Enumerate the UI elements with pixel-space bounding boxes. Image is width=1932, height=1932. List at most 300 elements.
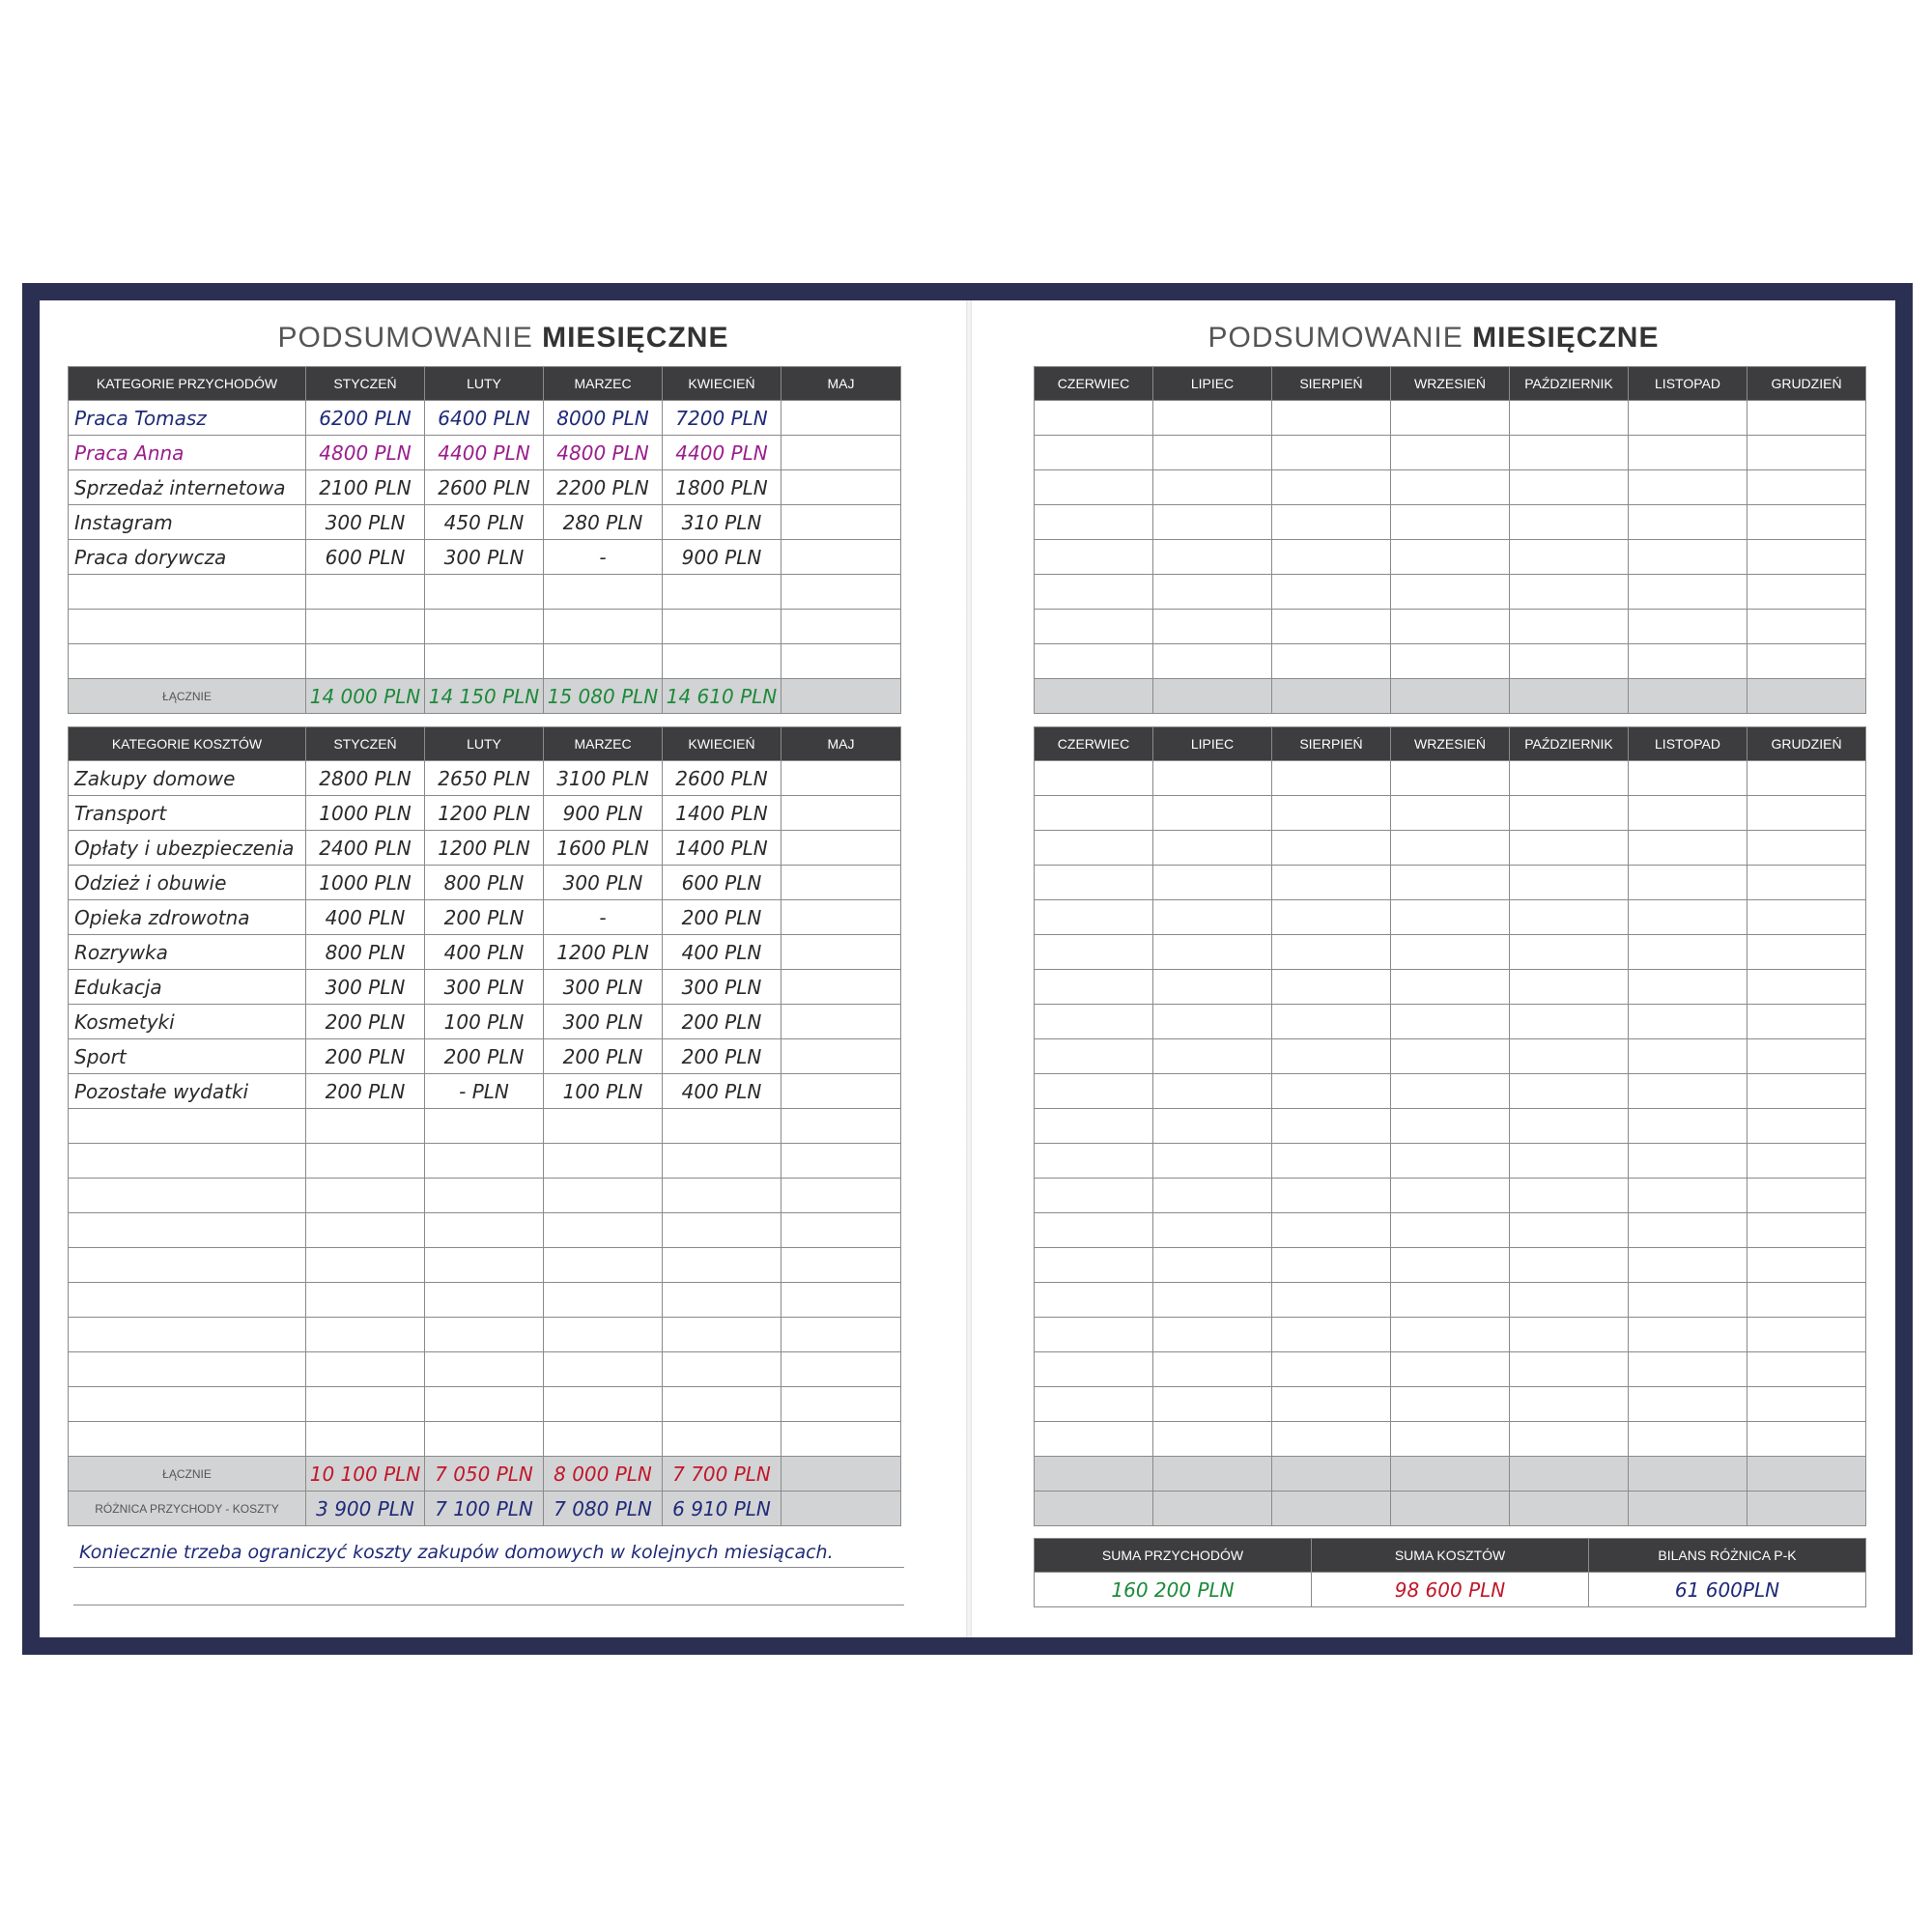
value-cell[interactable] xyxy=(425,1318,544,1352)
empty-cell[interactable] xyxy=(1629,1039,1747,1074)
value-cell[interactable]: 1000 PLN xyxy=(306,866,425,900)
value-cell[interactable]: 8000 PLN xyxy=(544,401,663,436)
empty-cell[interactable] xyxy=(1747,575,1866,610)
empty-total-cell[interactable] xyxy=(1629,679,1747,714)
total-value[interactable]: 14 610 PLN xyxy=(663,679,781,714)
empty-cell[interactable] xyxy=(1391,1352,1510,1387)
empty-cell[interactable] xyxy=(1629,1387,1747,1422)
empty-cell[interactable] xyxy=(1510,1109,1629,1144)
empty-cell[interactable] xyxy=(1035,935,1153,970)
empty-cell[interactable] xyxy=(1747,1283,1866,1318)
value-cell[interactable] xyxy=(781,796,901,831)
empty-cell[interactable] xyxy=(1510,970,1629,1005)
empty-cell[interactable] xyxy=(1035,761,1153,796)
value-cell[interactable] xyxy=(781,610,901,644)
empty-cell[interactable] xyxy=(1153,1387,1272,1422)
value-cell[interactable]: 300 PLN xyxy=(544,970,663,1005)
value-cell[interactable] xyxy=(781,831,901,866)
empty-cell[interactable] xyxy=(1272,610,1391,644)
value-cell[interactable]: 100 PLN xyxy=(425,1005,544,1039)
empty-cell[interactable] xyxy=(1391,831,1510,866)
empty-cell[interactable] xyxy=(1510,1005,1629,1039)
value-cell[interactable]: 800 PLN xyxy=(425,866,544,900)
empty-cell[interactable] xyxy=(1510,1074,1629,1109)
empty-total-cell[interactable] xyxy=(1510,1457,1629,1492)
value-cell[interactable] xyxy=(781,401,901,436)
value-cell[interactable]: 1200 PLN xyxy=(425,796,544,831)
empty-cell[interactable] xyxy=(1747,610,1866,644)
value-cell[interactable] xyxy=(663,610,781,644)
empty-cell[interactable] xyxy=(1510,761,1629,796)
value-cell[interactable] xyxy=(306,1213,425,1248)
difference-value[interactable] xyxy=(781,1492,901,1526)
value-cell[interactable] xyxy=(663,1422,781,1457)
empty-cell[interactable] xyxy=(1510,575,1629,610)
value-cell[interactable] xyxy=(781,1109,901,1144)
empty-cell[interactable] xyxy=(1391,1387,1510,1422)
empty-cell[interactable] xyxy=(1391,505,1510,540)
empty-total-cell[interactable] xyxy=(1272,1457,1391,1492)
empty-cell[interactable] xyxy=(1035,1318,1153,1352)
empty-cell[interactable] xyxy=(1747,644,1866,679)
empty-total-cell[interactable] xyxy=(1510,1492,1629,1526)
value-cell[interactable] xyxy=(663,1144,781,1179)
category-cell[interactable]: Sport xyxy=(69,1039,306,1074)
empty-cell[interactable] xyxy=(1510,540,1629,575)
category-cell[interactable]: Kosmetyki xyxy=(69,1005,306,1039)
value-cell[interactable] xyxy=(544,1144,663,1179)
value-cell[interactable] xyxy=(781,1074,901,1109)
empty-cell[interactable] xyxy=(1391,470,1510,505)
empty-cell[interactable] xyxy=(1629,470,1747,505)
value-cell[interactable]: 450 PLN xyxy=(425,505,544,540)
value-cell[interactable]: 300 PLN xyxy=(306,505,425,540)
empty-cell[interactable] xyxy=(1153,935,1272,970)
value-cell[interactable]: 100 PLN xyxy=(544,1074,663,1109)
empty-cell[interactable] xyxy=(1035,505,1153,540)
value-cell[interactable]: 2800 PLN xyxy=(306,761,425,796)
empty-cell[interactable] xyxy=(1035,831,1153,866)
empty-cell[interactable] xyxy=(1035,1213,1153,1248)
empty-cell[interactable] xyxy=(1035,1074,1153,1109)
total-value[interactable] xyxy=(781,679,901,714)
empty-cell[interactable] xyxy=(1629,935,1747,970)
total-value[interactable]: 7 700 PLN xyxy=(663,1457,781,1492)
empty-cell[interactable] xyxy=(1391,1109,1510,1144)
value-cell[interactable] xyxy=(781,644,901,679)
empty-cell[interactable] xyxy=(1272,1144,1391,1179)
value-cell[interactable]: 600 PLN xyxy=(663,866,781,900)
empty-cell[interactable] xyxy=(1153,1352,1272,1387)
empty-cell[interactable] xyxy=(1747,1248,1866,1283)
empty-cell[interactable] xyxy=(1272,1387,1391,1422)
value-cell[interactable] xyxy=(306,1283,425,1318)
value-cell[interactable] xyxy=(544,610,663,644)
difference-value[interactable]: 3 900 PLN xyxy=(306,1492,425,1526)
empty-cell[interactable] xyxy=(1272,505,1391,540)
value-cell[interactable] xyxy=(306,610,425,644)
value-cell[interactable] xyxy=(306,1248,425,1283)
total-value[interactable]: 14 000 PLN xyxy=(306,679,425,714)
empty-cell[interactable] xyxy=(1747,540,1866,575)
value-cell[interactable]: 6200 PLN xyxy=(306,401,425,436)
value-cell[interactable] xyxy=(306,1179,425,1213)
difference-value[interactable]: 7 080 PLN xyxy=(544,1492,663,1526)
empty-cell[interactable] xyxy=(1391,575,1510,610)
empty-cell[interactable] xyxy=(1629,866,1747,900)
value-cell[interactable]: 7200 PLN xyxy=(663,401,781,436)
summary-value[interactable]: 61 600PLN xyxy=(1589,1573,1866,1607)
empty-cell[interactable] xyxy=(1510,900,1629,935)
value-cell[interactable] xyxy=(781,436,901,470)
value-cell[interactable] xyxy=(781,1213,901,1248)
empty-total-cell[interactable] xyxy=(1391,1457,1510,1492)
category-cell[interactable] xyxy=(69,1213,306,1248)
total-value[interactable]: 14 150 PLN xyxy=(425,679,544,714)
category-cell[interactable] xyxy=(69,1179,306,1213)
empty-cell[interactable] xyxy=(1510,610,1629,644)
empty-total-cell[interactable] xyxy=(1510,679,1629,714)
empty-cell[interactable] xyxy=(1510,1144,1629,1179)
empty-cell[interactable] xyxy=(1272,935,1391,970)
value-cell[interactable]: 1800 PLN xyxy=(663,470,781,505)
value-cell[interactable]: 1200 PLN xyxy=(544,935,663,970)
empty-cell[interactable] xyxy=(1391,1422,1510,1457)
value-cell[interactable]: 200 PLN xyxy=(425,1039,544,1074)
empty-cell[interactable] xyxy=(1629,831,1747,866)
value-cell[interactable]: 300 PLN xyxy=(425,540,544,575)
empty-cell[interactable] xyxy=(1747,1213,1866,1248)
summary-value[interactable]: 98 600 PLN xyxy=(1312,1573,1589,1607)
empty-total-cell[interactable] xyxy=(1153,1457,1272,1492)
empty-cell[interactable] xyxy=(1510,401,1629,436)
value-cell[interactable] xyxy=(306,1352,425,1387)
category-cell[interactable] xyxy=(69,644,306,679)
empty-cell[interactable] xyxy=(1035,1005,1153,1039)
empty-cell[interactable] xyxy=(1035,644,1153,679)
empty-cell[interactable] xyxy=(1747,1039,1866,1074)
empty-cell[interactable] xyxy=(1510,866,1629,900)
category-cell[interactable]: Praca dorywcza xyxy=(69,540,306,575)
value-cell[interactable] xyxy=(781,1283,901,1318)
empty-cell[interactable] xyxy=(1510,1422,1629,1457)
category-cell[interactable]: Praca Anna xyxy=(69,436,306,470)
empty-cell[interactable] xyxy=(1272,900,1391,935)
value-cell[interactable] xyxy=(781,470,901,505)
value-cell[interactable]: 300 PLN xyxy=(425,970,544,1005)
empty-total-cell[interactable] xyxy=(1747,1457,1866,1492)
category-cell[interactable] xyxy=(69,1283,306,1318)
empty-cell[interactable] xyxy=(1391,401,1510,436)
empty-cell[interactable] xyxy=(1153,436,1272,470)
empty-cell[interactable] xyxy=(1035,540,1153,575)
value-cell[interactable]: 2600 PLN xyxy=(425,470,544,505)
empty-cell[interactable] xyxy=(1629,1248,1747,1283)
value-cell[interactable] xyxy=(425,1387,544,1422)
empty-cell[interactable] xyxy=(1747,470,1866,505)
value-cell[interactable] xyxy=(781,1039,901,1074)
category-cell[interactable]: Transport xyxy=(69,796,306,831)
empty-cell[interactable] xyxy=(1747,970,1866,1005)
value-cell[interactable] xyxy=(781,1318,901,1352)
value-cell[interactable] xyxy=(781,761,901,796)
value-cell[interactable] xyxy=(544,575,663,610)
empty-cell[interactable] xyxy=(1747,761,1866,796)
empty-cell[interactable] xyxy=(1510,470,1629,505)
value-cell[interactable]: 300 PLN xyxy=(544,1005,663,1039)
empty-cell[interactable] xyxy=(1272,1005,1391,1039)
value-cell[interactable]: 2200 PLN xyxy=(544,470,663,505)
empty-cell[interactable] xyxy=(1035,866,1153,900)
empty-cell[interactable] xyxy=(1035,575,1153,610)
category-cell[interactable] xyxy=(69,1422,306,1457)
value-cell[interactable] xyxy=(425,1144,544,1179)
empty-cell[interactable] xyxy=(1510,436,1629,470)
empty-cell[interactable] xyxy=(1035,796,1153,831)
value-cell[interactable] xyxy=(544,1179,663,1213)
empty-cell[interactable] xyxy=(1629,1318,1747,1352)
empty-cell[interactable] xyxy=(1629,505,1747,540)
total-value[interactable]: 7 050 PLN xyxy=(425,1457,544,1492)
value-cell[interactable]: 6400 PLN xyxy=(425,401,544,436)
category-cell[interactable]: Edukacja xyxy=(69,970,306,1005)
value-cell[interactable] xyxy=(544,1213,663,1248)
value-cell[interactable] xyxy=(781,1248,901,1283)
value-cell[interactable]: 300 PLN xyxy=(306,970,425,1005)
category-cell[interactable]: Zakupy domowe xyxy=(69,761,306,796)
empty-cell[interactable] xyxy=(1629,900,1747,935)
value-cell[interactable]: 800 PLN xyxy=(306,935,425,970)
value-cell[interactable]: 1200 PLN xyxy=(425,831,544,866)
empty-cell[interactable] xyxy=(1747,1387,1866,1422)
empty-cell[interactable] xyxy=(1391,436,1510,470)
value-cell[interactable] xyxy=(544,644,663,679)
empty-cell[interactable] xyxy=(1153,1005,1272,1039)
empty-cell[interactable] xyxy=(1510,1213,1629,1248)
empty-total-cell[interactable] xyxy=(1035,1492,1153,1526)
empty-cell[interactable] xyxy=(1629,610,1747,644)
empty-total-cell[interactable] xyxy=(1747,679,1866,714)
value-cell[interactable]: 300 PLN xyxy=(544,866,663,900)
value-cell[interactable] xyxy=(544,1387,663,1422)
empty-cell[interactable] xyxy=(1153,1318,1272,1352)
empty-total-cell[interactable] xyxy=(1035,679,1153,714)
empty-cell[interactable] xyxy=(1153,970,1272,1005)
difference-value[interactable]: 7 100 PLN xyxy=(425,1492,544,1526)
value-cell[interactable] xyxy=(663,1387,781,1422)
empty-cell[interactable] xyxy=(1391,1074,1510,1109)
value-cell[interactable]: 200 PLN xyxy=(663,900,781,935)
empty-cell[interactable] xyxy=(1747,505,1866,540)
empty-total-cell[interactable] xyxy=(1153,679,1272,714)
empty-cell[interactable] xyxy=(1153,1039,1272,1074)
empty-cell[interactable] xyxy=(1391,866,1510,900)
value-cell[interactable]: 200 PLN xyxy=(306,1039,425,1074)
category-cell[interactable]: Praca Tomasz xyxy=(69,401,306,436)
empty-cell[interactable] xyxy=(1391,1005,1510,1039)
empty-cell[interactable] xyxy=(1035,1039,1153,1074)
category-cell[interactable]: Pozostałe wydatki xyxy=(69,1074,306,1109)
empty-cell[interactable] xyxy=(1035,1422,1153,1457)
empty-cell[interactable] xyxy=(1153,900,1272,935)
value-cell[interactable]: 200 PLN xyxy=(306,1074,425,1109)
category-cell[interactable] xyxy=(69,1352,306,1387)
empty-cell[interactable] xyxy=(1391,796,1510,831)
empty-cell[interactable] xyxy=(1272,1422,1391,1457)
empty-cell[interactable] xyxy=(1391,935,1510,970)
empty-cell[interactable] xyxy=(1629,401,1747,436)
value-cell[interactable]: 4400 PLN xyxy=(425,436,544,470)
empty-total-cell[interactable] xyxy=(1629,1492,1747,1526)
empty-cell[interactable] xyxy=(1510,1318,1629,1352)
value-cell[interactable] xyxy=(306,575,425,610)
category-cell[interactable]: Sprzedaż internetowa xyxy=(69,470,306,505)
empty-cell[interactable] xyxy=(1629,970,1747,1005)
empty-cell[interactable] xyxy=(1629,761,1747,796)
empty-cell[interactable] xyxy=(1153,761,1272,796)
empty-cell[interactable] xyxy=(1153,1213,1272,1248)
empty-cell[interactable] xyxy=(1747,831,1866,866)
empty-cell[interactable] xyxy=(1035,401,1153,436)
value-cell[interactable]: - xyxy=(544,900,663,935)
empty-cell[interactable] xyxy=(1747,1074,1866,1109)
value-cell[interactable]: 1400 PLN xyxy=(663,831,781,866)
empty-cell[interactable] xyxy=(1153,505,1272,540)
empty-cell[interactable] xyxy=(1747,401,1866,436)
value-cell[interactable] xyxy=(306,644,425,679)
empty-cell[interactable] xyxy=(1391,1318,1510,1352)
empty-cell[interactable] xyxy=(1272,1039,1391,1074)
empty-cell[interactable] xyxy=(1035,900,1153,935)
empty-cell[interactable] xyxy=(1153,866,1272,900)
empty-cell[interactable] xyxy=(1629,796,1747,831)
value-cell[interactable] xyxy=(306,1318,425,1352)
difference-value[interactable]: 6 910 PLN xyxy=(663,1492,781,1526)
value-cell[interactable]: 4800 PLN xyxy=(544,436,663,470)
empty-cell[interactable] xyxy=(1391,970,1510,1005)
empty-cell[interactable] xyxy=(1629,436,1747,470)
value-cell[interactable] xyxy=(663,575,781,610)
category-cell[interactable] xyxy=(69,1109,306,1144)
empty-cell[interactable] xyxy=(1629,1005,1747,1039)
value-cell[interactable] xyxy=(663,1213,781,1248)
value-cell[interactable]: 310 PLN xyxy=(663,505,781,540)
value-cell[interactable] xyxy=(663,1283,781,1318)
empty-total-cell[interactable] xyxy=(1391,679,1510,714)
value-cell[interactable]: 400 PLN xyxy=(663,1074,781,1109)
empty-cell[interactable] xyxy=(1629,1144,1747,1179)
empty-cell[interactable] xyxy=(1153,831,1272,866)
empty-cell[interactable] xyxy=(1391,1248,1510,1283)
empty-cell[interactable] xyxy=(1391,1144,1510,1179)
empty-cell[interactable] xyxy=(1035,470,1153,505)
empty-cell[interactable] xyxy=(1035,1283,1153,1318)
empty-cell[interactable] xyxy=(1035,1144,1153,1179)
value-cell[interactable] xyxy=(781,970,901,1005)
empty-cell[interactable] xyxy=(1629,575,1747,610)
empty-cell[interactable] xyxy=(1153,540,1272,575)
category-cell[interactable] xyxy=(69,575,306,610)
empty-total-cell[interactable] xyxy=(1629,1457,1747,1492)
value-cell[interactable] xyxy=(425,610,544,644)
value-cell[interactable] xyxy=(781,540,901,575)
empty-cell[interactable] xyxy=(1272,644,1391,679)
value-cell[interactable]: 900 PLN xyxy=(663,540,781,575)
value-cell[interactable] xyxy=(306,1109,425,1144)
category-cell[interactable]: Rozrywka xyxy=(69,935,306,970)
empty-cell[interactable] xyxy=(1510,1248,1629,1283)
empty-cell[interactable] xyxy=(1629,1109,1747,1144)
empty-cell[interactable] xyxy=(1035,1352,1153,1387)
empty-cell[interactable] xyxy=(1391,1283,1510,1318)
value-cell[interactable] xyxy=(781,935,901,970)
empty-cell[interactable] xyxy=(1153,610,1272,644)
empty-cell[interactable] xyxy=(1153,1283,1272,1318)
empty-total-cell[interactable] xyxy=(1391,1492,1510,1526)
value-cell[interactable]: 4800 PLN xyxy=(306,436,425,470)
empty-cell[interactable] xyxy=(1510,1179,1629,1213)
value-cell[interactable] xyxy=(781,1005,901,1039)
empty-cell[interactable] xyxy=(1035,436,1153,470)
empty-total-cell[interactable] xyxy=(1272,1492,1391,1526)
empty-cell[interactable] xyxy=(1391,610,1510,644)
empty-cell[interactable] xyxy=(1747,1422,1866,1457)
empty-cell[interactable] xyxy=(1272,540,1391,575)
empty-cell[interactable] xyxy=(1629,1283,1747,1318)
empty-cell[interactable] xyxy=(1272,1352,1391,1387)
value-cell[interactable]: 2100 PLN xyxy=(306,470,425,505)
empty-cell[interactable] xyxy=(1272,1318,1391,1352)
value-cell[interactable] xyxy=(544,1283,663,1318)
empty-cell[interactable] xyxy=(1272,470,1391,505)
empty-cell[interactable] xyxy=(1272,761,1391,796)
category-cell[interactable]: Opłaty i ubezpieczenia xyxy=(69,831,306,866)
empty-total-cell[interactable] xyxy=(1747,1492,1866,1526)
empty-cell[interactable] xyxy=(1272,1248,1391,1283)
value-cell[interactable] xyxy=(663,1179,781,1213)
value-cell[interactable] xyxy=(425,1248,544,1283)
empty-cell[interactable] xyxy=(1035,1248,1153,1283)
empty-cell[interactable] xyxy=(1391,900,1510,935)
value-cell[interactable]: 600 PLN xyxy=(306,540,425,575)
empty-cell[interactable] xyxy=(1272,970,1391,1005)
value-cell[interactable]: 1600 PLN xyxy=(544,831,663,866)
empty-cell[interactable] xyxy=(1153,575,1272,610)
empty-cell[interactable] xyxy=(1272,796,1391,831)
value-cell[interactable] xyxy=(544,1248,663,1283)
empty-cell[interactable] xyxy=(1747,1352,1866,1387)
value-cell[interactable] xyxy=(781,575,901,610)
empty-cell[interactable] xyxy=(1629,1074,1747,1109)
empty-cell[interactable] xyxy=(1153,470,1272,505)
empty-cell[interactable] xyxy=(1510,1039,1629,1074)
value-cell[interactable]: 200 PLN xyxy=(425,900,544,935)
empty-cell[interactable] xyxy=(1035,1179,1153,1213)
value-cell[interactable] xyxy=(306,1144,425,1179)
value-cell[interactable]: 1400 PLN xyxy=(663,796,781,831)
value-cell[interactable]: 200 PLN xyxy=(544,1039,663,1074)
notes-line[interactable]: Koniecznie trzeba ograniczyć koszty zakupów domowych w kolejnych miesiącach. xyxy=(73,1537,904,1568)
empty-cell[interactable] xyxy=(1510,644,1629,679)
empty-cell[interactable] xyxy=(1272,1074,1391,1109)
empty-cell[interactable] xyxy=(1510,796,1629,831)
value-cell[interactable]: 4400 PLN xyxy=(663,436,781,470)
empty-cell[interactable] xyxy=(1272,401,1391,436)
value-cell[interactable]: 2600 PLN xyxy=(663,761,781,796)
empty-cell[interactable] xyxy=(1629,1352,1747,1387)
empty-cell[interactable] xyxy=(1629,1179,1747,1213)
empty-cell[interactable] xyxy=(1272,1213,1391,1248)
